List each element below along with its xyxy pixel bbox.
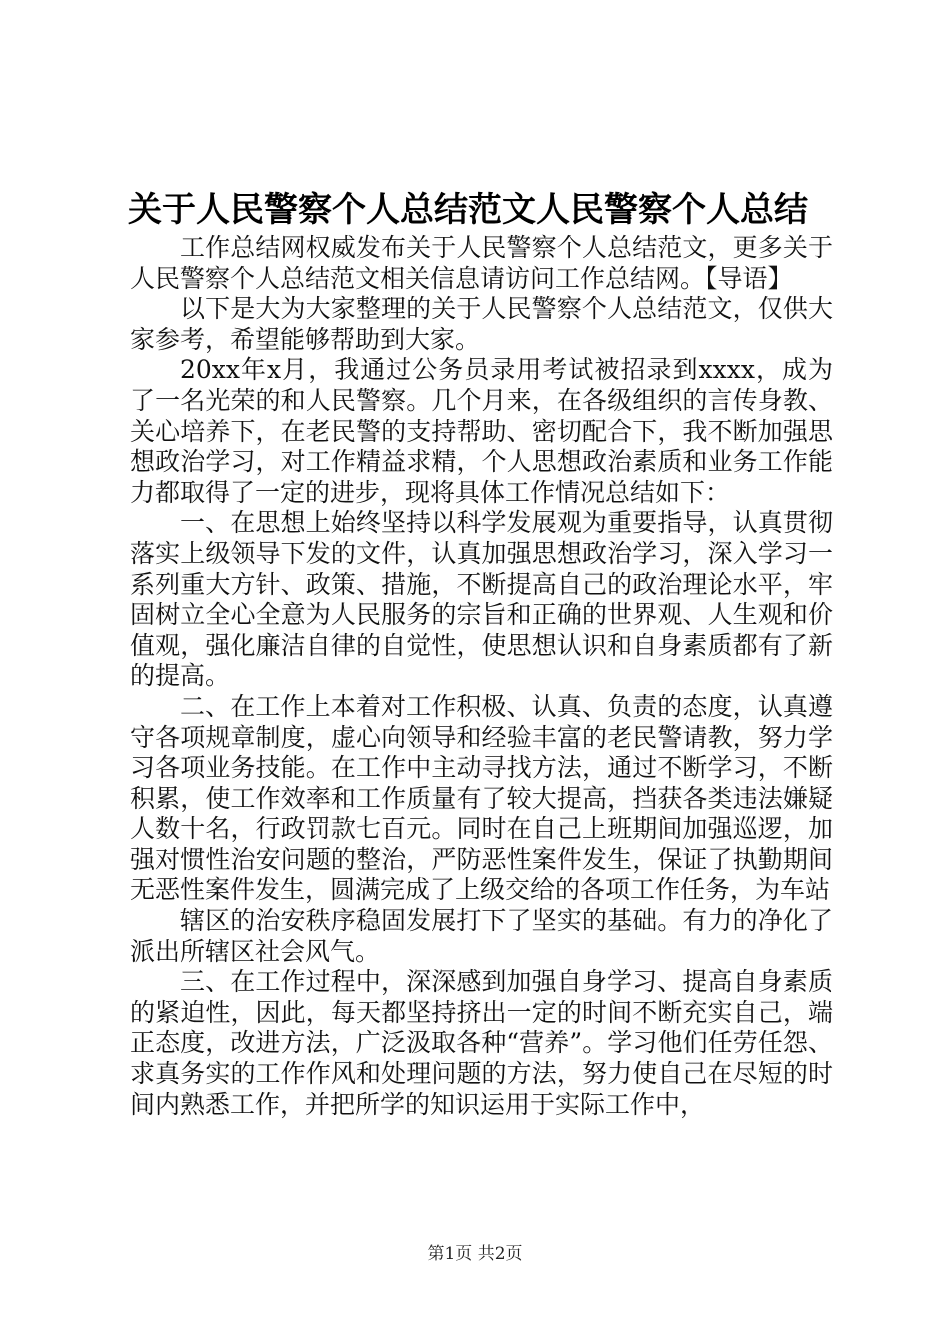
paragraph-intro: 工作总结网权威发布关于人民警察个人总结范文，更多关于人民警察个人总结范文相关信息请访问工作总结网。【导语】 [130, 233, 833, 293]
page-number-footer: 第1页 共2页 [427, 1244, 523, 1264]
document-title: 关于人民警察个人总结范文人民警察个人总结 [128, 190, 808, 230]
paragraph-opening: 20xx年x月，我通过公务员录用考试被招录到xxxx，成为了一名光荣的和人民警察。几个月来，在各级组织的言传身教、关心培养下，在老民警的支持帮助、密切配合下，我不断加强思想政治学习，对工作精益求精，个人思想政治素质和业务工作能力都取得了一定的进步，现将具体工作情况总结如下： [130, 355, 833, 507]
document-body [130, 233, 833, 1120]
paragraph-preface: 以下是大为大家整理的关于人民警察个人总结范文，仅供大家参考，希望能够帮助到大家。 [130, 294, 833, 354]
paragraph-section-1: 一、在思想上始终坚持以科学发展观为重要指导，认真贯彻落实上级领导下发的文件，认真加强思想政治学习，深入学习一系列重大方针、政策、措施，不断提高自己的政治理论水平，牢固树立全心全意为人民服务的宗旨和正确的世界观、人生观和价值观，强化廉洁自律的自觉性，使思想认识和自身素质都有了新的提高。 [130, 508, 833, 691]
paragraph-section-2-continued: 辖区的治安秩序稳固发展打下了坚实的基础。有力的净化了派出所辖区社会风气。 [130, 906, 833, 966]
paragraph-section-2: 二、在工作上本着对工作积极、认真、负责的态度，认真遵守各项规章制度，虚心向领导和经验丰富的老民警请教，努力学习各项业务技能。在工作中主动寻找方法，通过不断学习，不断积累，使工作效率和工作质量有了较大提高，挡获各类违法嫌疑人数十名，行政罚款七百元。同时在自己上班期间加强巡逻，加强对惯性治安问题的整治，严防恶性案件发生，保证了执勤期间无恶性案件发生，圆满完成了上级交给的各项工作任务，为车站 [130, 691, 833, 905]
paragraph-section-3: 三、在工作过程中，深深感到加强自身学习、提高自身素质的紧迫性，因此，每天都坚持挤出一定的时间不断充实自己，端正态度，改进方法，广泛汲取各种“营养”。学习他们任劳任怨、求真务实的工作作风和处理问题的方法，努力使自己在尽短的时间内熟悉工作，并把所学的知识运用于实际工作中， [130, 967, 833, 1119]
